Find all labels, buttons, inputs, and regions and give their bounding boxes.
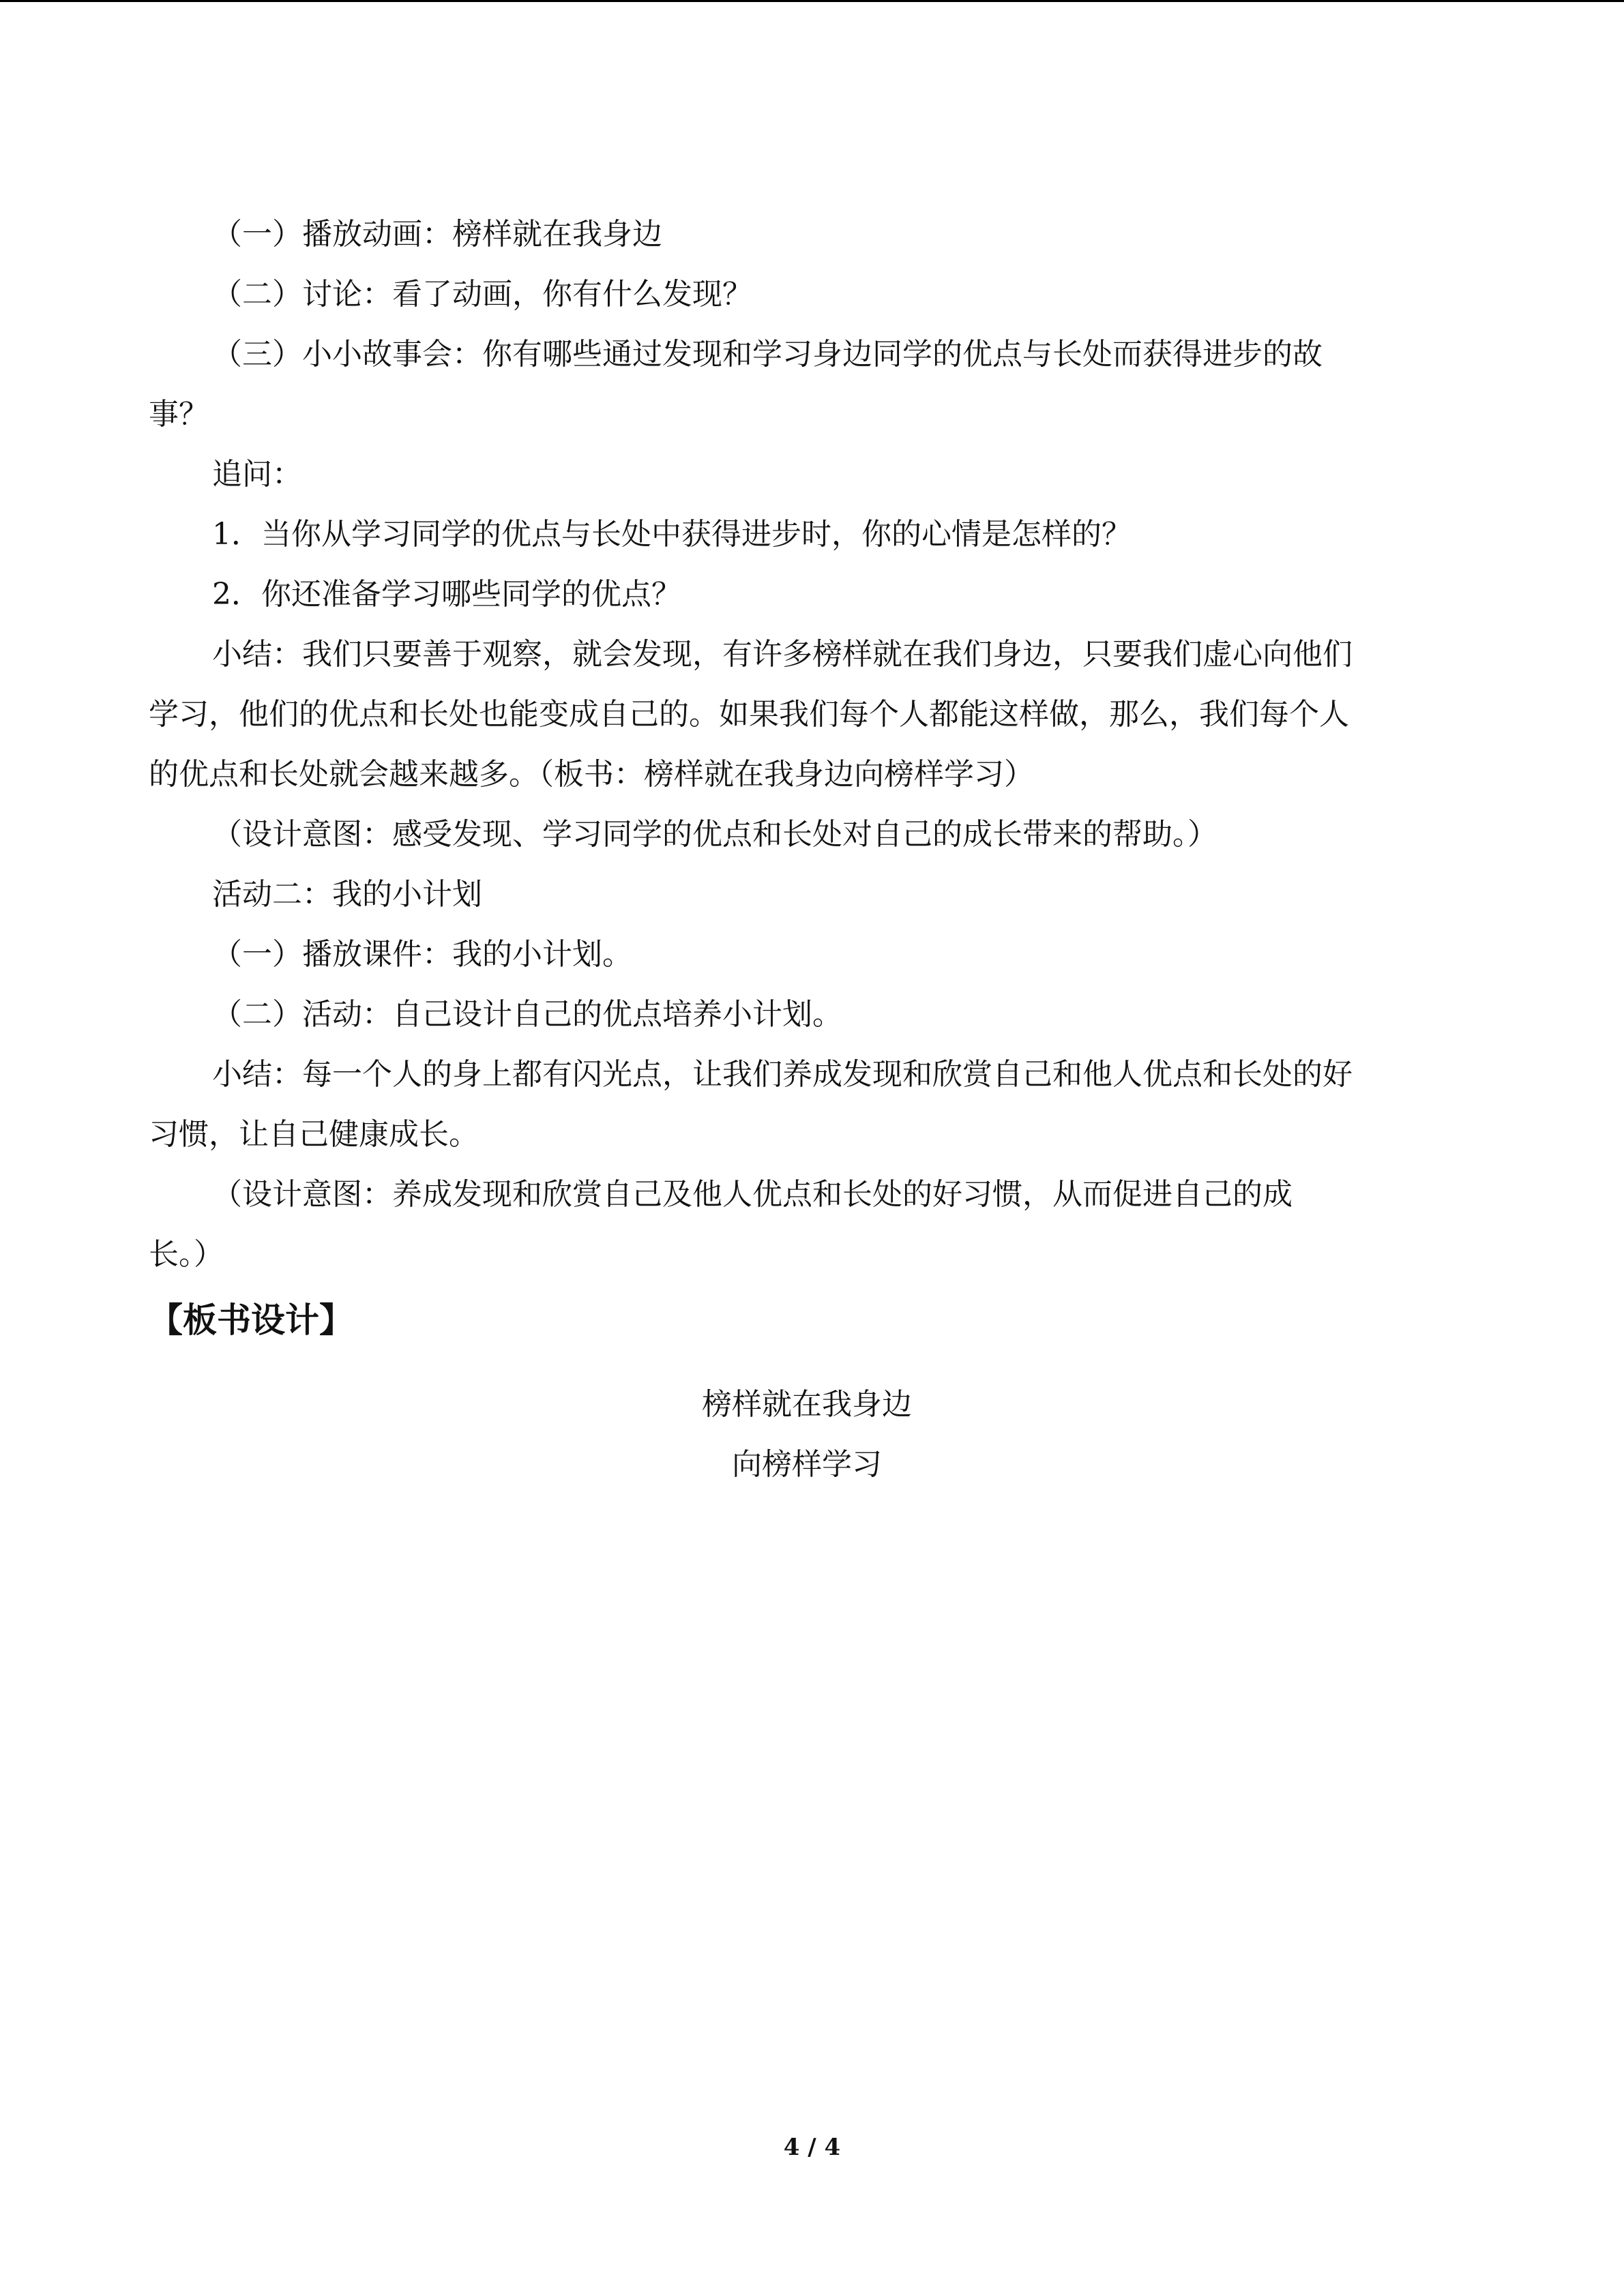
paragraph-line: （三）小小故事会：你有哪些通过发现和学习身边同学的优点与长处而获得进步的故	[212, 337, 1323, 372]
paragraph-line: 活动二：我的小计划	[212, 877, 482, 912]
paragraph-line: （一）播放动画：榜样就在我身边	[212, 217, 662, 252]
paragraph-line: 学习，他们的优点和长处也能变成自己的。如果我们每个人都能这样做，那么，我们每个人	[149, 697, 1349, 732]
paragraph-line: （一）播放课件：我的小计划。	[212, 937, 632, 972]
paragraph-line: 小结：我们只要善于观察，就会发现，有许多榜样就在我们身边，只要我们虚心向他们	[212, 637, 1353, 672]
board-line: 向榜样学习	[732, 1447, 882, 1482]
top-border-rule	[0, 0, 1624, 2]
paragraph-line: 1．当你从学习同学的优点与长处中获得进步时，你的心情是怎样的？	[212, 517, 1132, 552]
paragraph-line: （设计意图：养成发现和欣赏自己及他人优点和长处的好习惯，从而促进自己的成	[212, 1177, 1293, 1212]
paragraph-line: 的优点和长处就会越来越多。（板书：榜样就在我身边向榜样学习）	[149, 757, 1034, 792]
board-line: 榜样就在我身边	[702, 1387, 912, 1422]
paragraph-line: （二）活动：自己设计自己的优点培养小计划。	[212, 997, 842, 1032]
page-number: 4 / 4	[783, 2134, 841, 2161]
paragraph-line: 习惯，让自己健康成长。	[149, 1117, 479, 1152]
section-heading-board-design: 【板书设计】	[149, 1300, 353, 1340]
paragraph-line: 长。）	[149, 1237, 224, 1272]
paragraph-line: 追问：	[212, 457, 302, 492]
paragraph-line: （二）讨论：看了动画，你有什么发现？	[212, 277, 752, 312]
paragraph-line: 事？	[149, 397, 209, 432]
paragraph-line: 小结：每一个人的身上都有闪光点，让我们养成发现和欣赏自己和他人优点和长处的好	[212, 1057, 1353, 1092]
paragraph-line: 2．你还准备学习哪些同学的优点？	[212, 577, 681, 612]
paragraph-line: （设计意图：感受发现、学习同学的优点和长处对自己的成长带来的帮助。）	[212, 817, 1217, 852]
